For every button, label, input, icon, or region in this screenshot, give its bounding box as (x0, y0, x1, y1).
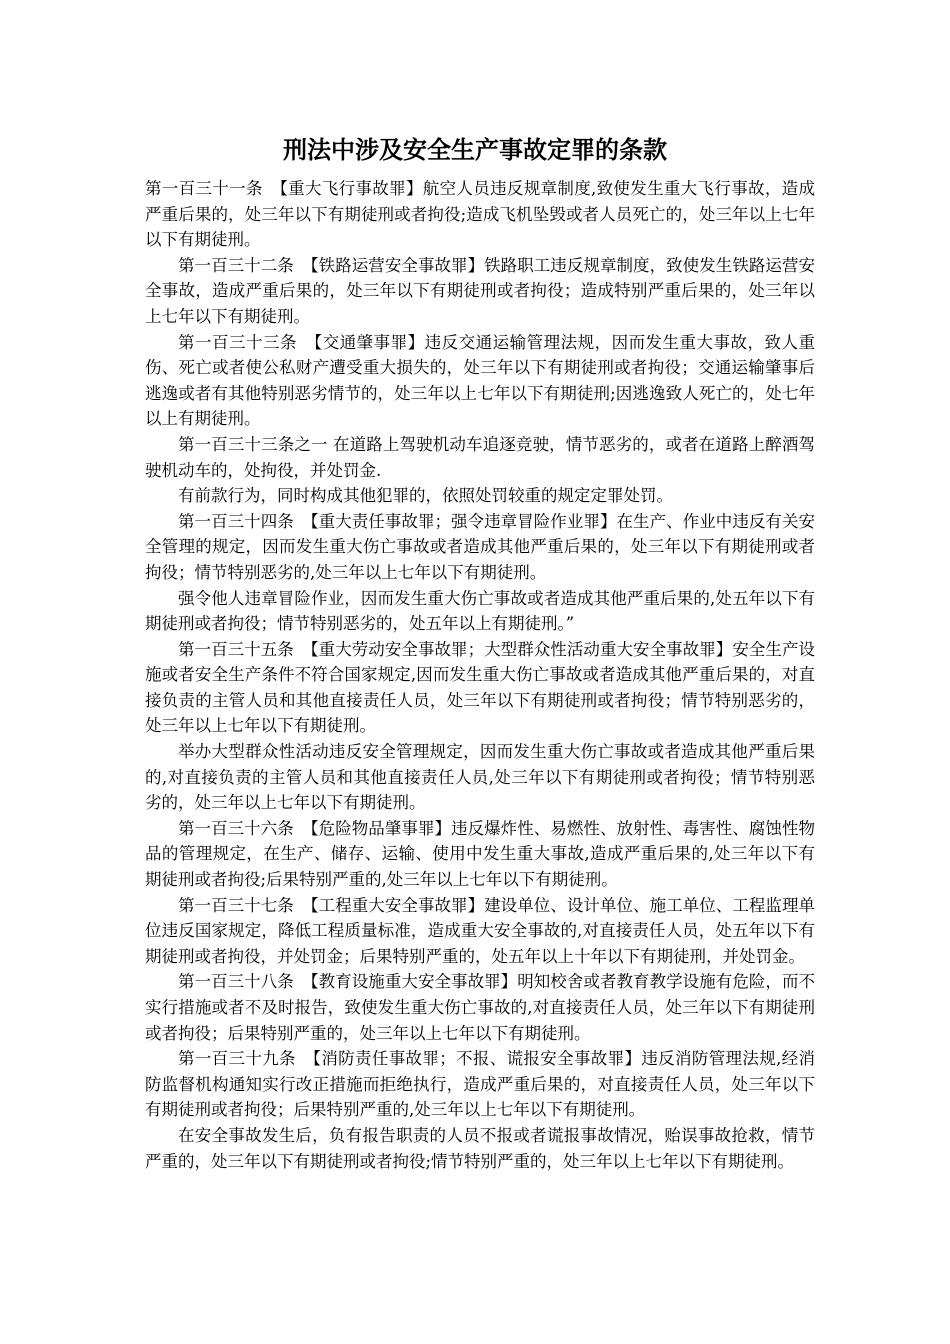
document-body (145, 176, 815, 1174)
article-136: 第一百三十六条 【危险物品肇事罪】违反爆炸性、易燃性、放射性、毒害性、腐蚀性物品的管理规定，在生产、储存、运输、使用中发生重大事故,造成严重后果的,处三年以下有期徒刑或者拘役;后果特别严重的,处三年以上七年以下有期徒刑。 (145, 818, 815, 890)
article-134-clause-2: 强令他人违章冒险作业，因而发生重大伤亡事故或者造成其他严重后果的,处五年以下有期徒刑或者拘役；情节特别恶劣的，处五年以上有期徒刑。” (145, 588, 815, 634)
article-135-clause-2: 举办大型群众性活动违反安全管理规定，因而发生重大伤亡事故或者造成其他严重后果的,对直接负责的主管人员和其他直接责任人员,处三年以下有期徒刑或者拘役；情节特别恶劣的，处三年以上七年以下有期徒刑。 (145, 742, 815, 813)
article-139-clause-2: 在安全事故发生后，负有报告职责的人员不报或者谎报事故情况，贻误事故抢救，情节严重的，处三年以下有期徒刑或者拘役;情节特别严重的，处三年以上七年以下有期徒刑。 (145, 1125, 815, 1171)
article-138: 第一百三十八条 【教育设施重大安全事故罪】明知校舍或者教育教学设施有危险，而不实行措施或者不及时报告，致使发生重大伤亡事故的,对直接责任人员，处三年以下有期徒刑或者拘役；后果特别严重的，处三年以上七年以下有期徒刑。 (145, 972, 815, 1043)
article-131: 第一百三十一条 【重大飞行事故罪】航空人员违反规章制度,致使发生重大飞行事故，造成严重后果的，处三年以下有期徒刑或者拘役;造成飞机坠毁或者人员死亡的，处三年以上七年以下有期徒刑。 (145, 179, 815, 250)
article-133-1-clause-2: 有前款行为，同时构成其他犯罪的，依照处罚较重的规定定罪处罚。 (178, 486, 673, 506)
document-title: 刑法中涉及安全生产事故定罪的条款 (283, 136, 667, 164)
article-132: 第一百三十二条 【铁路运营安全事故罪】铁路职工违反规章制度，致使发生铁路运营安全事故，造成严重后果的，处三年以下有期徒刑或者拘役；造成特别严重后果的，处三年以上七年以下有期徒刑。 (145, 255, 815, 326)
article-133-1: 第一百三十三条之一 在道路上驾驶机动车追逐竞驶，情节恶劣的，或者在道路上醉酒驾驶机动车的，处拘役，并处罚金. (145, 434, 815, 480)
article-139: 第一百三十九条 【消防责任事故罪；不报、谎报安全事故罪】违反消防管理法规,经消防监督机构通知实行改正措施而拒绝执行，造成严重后果的，对直接责任人员，处三年以下有期徒刑或者拘役；后果特别严重的,处三年以上七年以下有期徒刑。 (145, 1049, 815, 1120)
article-137: 第一百三十七条 【工程重大安全事故罪】建设单位、设计单位、施工单位、工程监理单位违反国家规定，降低工程质量标准，造成重大安全事故的,对直接责任人员，处五年以下有期徒刑或者拘役，并处罚金；后果特别严重的，处五年以上十年以下有期徒刑，并处罚金。 (145, 895, 815, 966)
article-134: 第一百三十四条 【重大责任事故罪；强令违章冒险作业罪】在生产、作业中违反有关安全管理的规定，因而发生重大伤亡事故或者造成其他严重后果的，处三年以下有期徒刑或者拘役；情节特别恶劣的,处三年以上七年以下有期徒刑。 (145, 511, 815, 582)
article-133: 第一百三十三条 【交通肇事罪】违反交通运输管理法规，因而发生重大事故，致人重伤、死亡或者使公私财产遭受重大损失的，处三年以下有期徒刑或者拘役；交通运输肇事后逃逸或者有其他特别恶劣情节的，处三年以上七年以下有期徒刑;因逃逸致人死亡的，处七年以上有期徒刑。 (145, 332, 815, 429)
article-135: 第一百三十五条 【重大劳动安全事故罪；大型群众性活动重大安全事故罪】安全生产设施或者安全生产条件不符合国家规定,因而发生重大伤亡事故或者造成其他严重后果的，对直接负责的主管人员和其他直接责任人员，处三年以下有期徒刑或者拘役；情节特别恶劣的，处三年以上七年以下有期徒刑。 (145, 639, 815, 736)
